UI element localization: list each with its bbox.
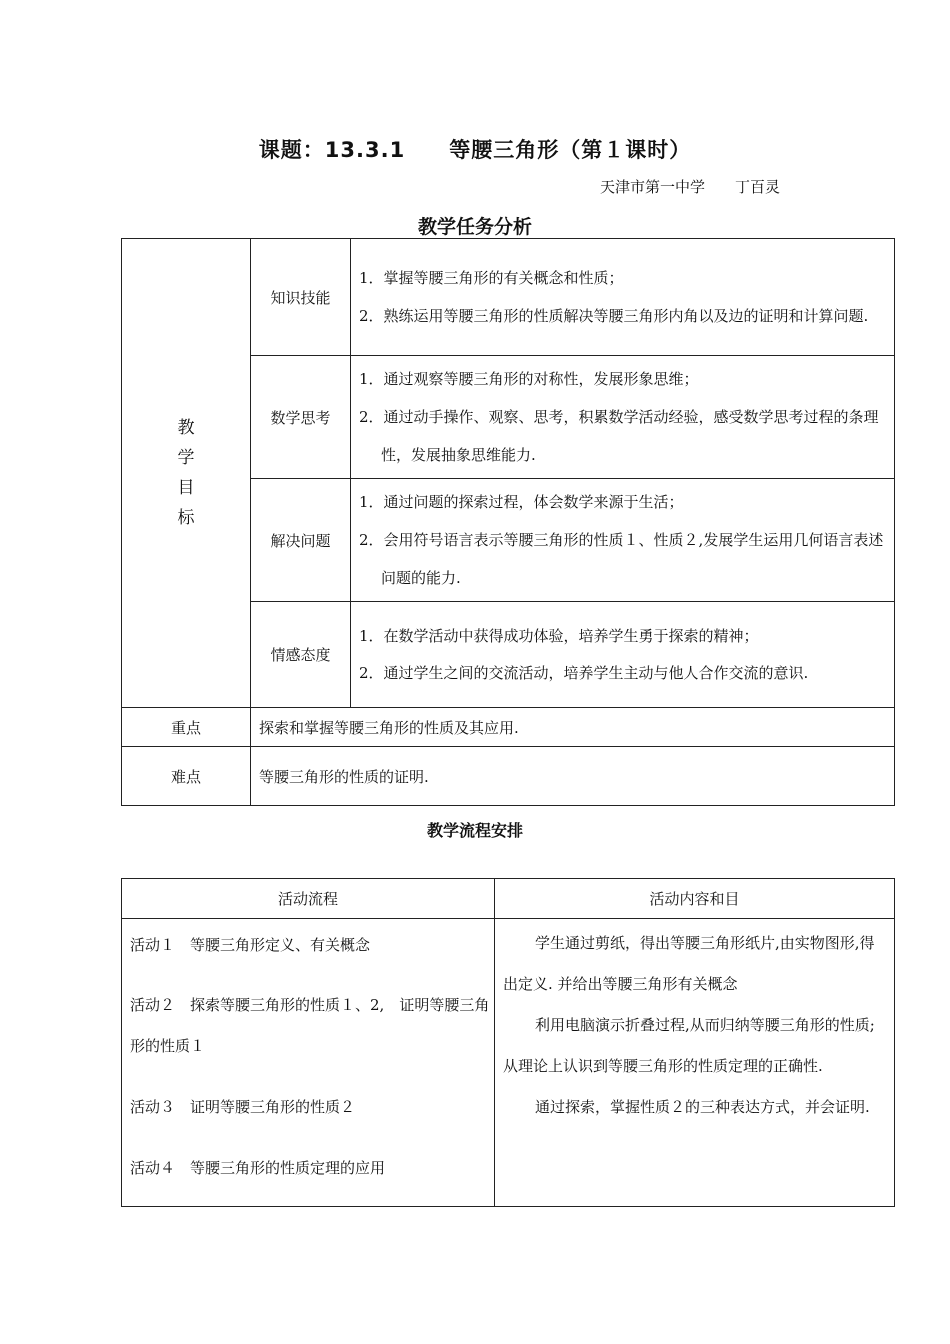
key-point-label: 重点: [122, 708, 251, 747]
activity-item: 活动３ 证明等腰三角形的性质２: [130, 1098, 356, 1116]
content-paragraph: 利用电脑演示折叠过程,从而归纳等腰三角形的性质;从理论上认识到等腰三角形的性质定理的正确性.: [503, 1016, 875, 1075]
task-analysis-table: [121, 238, 895, 806]
goal-item: 2．熟练运用等腰三角形的性质解决等腰三角形内角以及边的证明和计算问题.: [359, 307, 869, 325]
column-header-content: 活动内容和目: [495, 879, 895, 919]
category-problem-solving: 解决问题: [251, 479, 351, 602]
content-paragraph: 学生通过剪纸，得出等腰三角形纸片,由实物图形,得出定义. 并给出等腰三角形有关概念: [503, 934, 875, 993]
activity-item: 活动１ 等腰三角形定义、有关概念: [130, 936, 371, 954]
content-list: [495, 919, 895, 1207]
activity-item: 活动４ 等腰三角形的性质定理的应用: [130, 1159, 386, 1177]
goal-char: 标: [177, 508, 195, 528]
goal-char: 教: [177, 418, 195, 438]
goal-char: 目: [177, 478, 195, 498]
goal-items: [351, 602, 895, 708]
difficulty-label: 难点: [122, 747, 251, 806]
goal-item: 1．在数学活动中获得成功体验，培养学生勇于探索的精神；: [359, 626, 759, 645]
goal-items: [351, 356, 895, 479]
category-emotion-attitude: 情感态度: [251, 602, 351, 708]
goal-item: 1．通过观察等腰三角形的对称性，发展形象思维；: [359, 370, 699, 388]
section-heading-process: 教学流程安排: [426, 821, 523, 840]
content-paragraph: 通过探索，掌握性质２的三种表达方式，并会证明.: [535, 1098, 870, 1116]
goal-item: 1．通过问题的探索过程，体会数学来源于生活；: [359, 493, 684, 511]
goal-item: 2．通过学生之间的交流活动，培养学生主动与他人合作交流的意识.: [359, 663, 809, 682]
page-title: 课题：13.3.1 等腰三角形（第１课时）: [258, 138, 692, 162]
goal-char: 学: [177, 448, 195, 468]
difficulty-text: 等腰三角形的性质的证明.: [251, 747, 895, 806]
column-header-activity: 活动流程: [122, 879, 495, 919]
activity-item: 活动２ 探索等腰三角形的性质１、2, 证明等腰三角形的性质１: [130, 996, 490, 1055]
section-heading-task-analysis: 教学任务分析: [417, 216, 532, 238]
goal-items: [351, 479, 895, 602]
goal-item: 2．通过动手操作、观察、思考，积累数学活动经验，感受数学思考过程的条理性，发展抽象思维能力.: [359, 408, 879, 464]
category-math-thinking: 数学思考: [251, 356, 351, 479]
category-knowledge-skills: 知识技能: [251, 239, 351, 356]
goal-item: 1．掌握等腰三角形的有关概念和性质；: [359, 269, 624, 287]
key-point-text: 探索和掌握等腰三角形的性质及其应用.: [251, 708, 895, 747]
process-table: [121, 878, 895, 1207]
goal-items: [351, 239, 895, 356]
activity-list: [122, 919, 495, 1207]
author-line: 天津市第一中学 丁百灵: [600, 178, 781, 196]
teaching-goal-label: [122, 239, 251, 708]
goal-item: 2．会用符号语言表示等腰三角形的性质１、性质２,发展学生运用几何语言表述问题的能力.: [359, 531, 884, 587]
